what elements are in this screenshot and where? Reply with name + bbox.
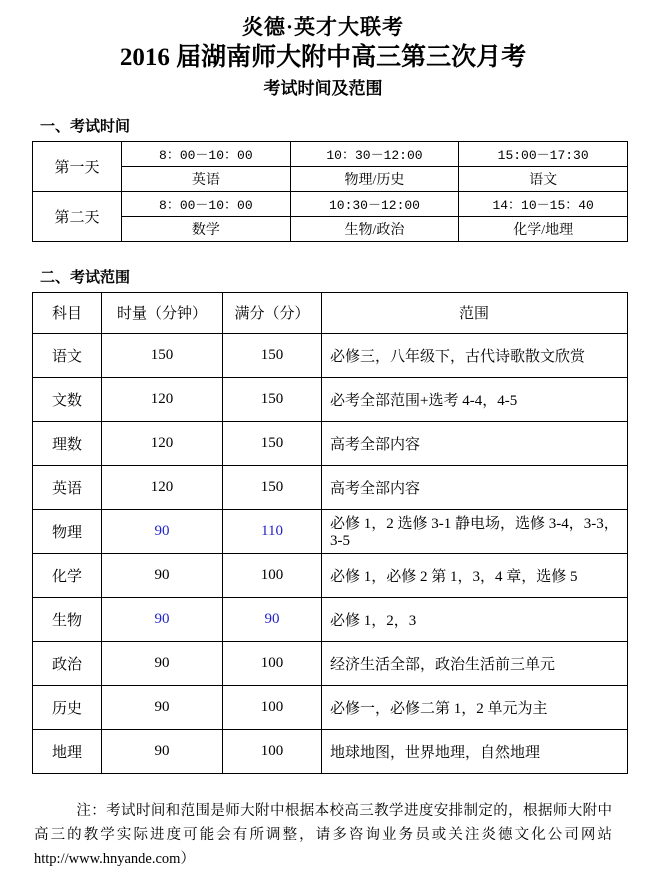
column-header-scope: 范围 — [322, 292, 628, 333]
day-label-1: 第一天 — [33, 141, 122, 191]
subject-cell: 生物/政治 — [290, 216, 459, 241]
cell-scope: 必修一，必修二第 1，2 单元为主 — [322, 685, 628, 729]
cell-duration: 90 — [102, 685, 223, 729]
table-header-row — [33, 292, 628, 333]
cell-subject: 语文 — [33, 333, 102, 377]
day-label-2: 第二天 — [33, 191, 122, 241]
subject-cell: 化学/地理 — [459, 216, 628, 241]
table-row — [33, 377, 628, 421]
cell-subject: 文数 — [33, 377, 102, 421]
table-row — [33, 333, 628, 377]
cell-score: 150 — [223, 377, 322, 421]
cell-score: 150 — [223, 421, 322, 465]
time-slot: 14：10－15：40 — [459, 191, 628, 216]
column-header-duration: 时量（分钟） — [102, 292, 223, 333]
cell-scope: 必修 1，必修 2 第 1，3，4 章，选修 5 — [322, 553, 628, 597]
time-slot: 10：30－12:00 — [290, 141, 459, 166]
cell-duration: 120 — [102, 421, 223, 465]
page-subtitle: 考试时间及范围 — [263, 78, 383, 98]
cell-score: 100 — [223, 685, 322, 729]
document-page — [0, 14, 646, 867]
cell-score: 90 — [223, 597, 322, 641]
cell-duration: 120 — [102, 465, 223, 509]
cell-subject: 地理 — [33, 729, 102, 773]
column-header-subject: 科目 — [33, 292, 102, 333]
exam-scope-table — [32, 292, 628, 774]
note-text: 注：考试时间和范围是师大附中根据本校高三教学进度安排制定的，根据师大附中高三的教学实际进度可能会有所调整，请多咨询业务员或关注炎德文化公司网站 http://www.hnyande.com） — [34, 802, 612, 867]
cell-duration: 150 — [102, 333, 223, 377]
cell-subject: 历史 — [33, 685, 102, 729]
page-title-org: 炎德·英才大联考 — [241, 15, 404, 39]
table-row — [33, 509, 628, 553]
table-row — [33, 685, 628, 729]
cell-score: 150 — [223, 465, 322, 509]
table-row — [33, 191, 628, 216]
column-header-score: 满分（分） — [223, 292, 322, 333]
table-row — [33, 166, 628, 191]
cell-score: 110 — [223, 509, 322, 553]
table-row — [33, 421, 628, 465]
cell-score: 150 — [223, 333, 322, 377]
table-row — [33, 597, 628, 641]
cell-scope: 必修 1，2 选修 3-1 静电场，选修 3-4，3-3，3-5 — [322, 509, 628, 553]
cell-scope: 地球地图，世界地理，自然地理 — [322, 729, 628, 773]
time-slot: 8：00－10：00 — [122, 141, 291, 166]
cell-subject: 政治 — [33, 641, 102, 685]
cell-score: 100 — [223, 641, 322, 685]
exam-time-table — [32, 141, 628, 242]
section-heading-exam-time: 一、考试时间 — [40, 118, 131, 135]
subject-cell: 语文 — [459, 166, 628, 191]
table-row — [33, 641, 628, 685]
cell-duration: 90 — [102, 641, 223, 685]
table-row — [33, 729, 628, 773]
table-row — [33, 553, 628, 597]
footer-note — [34, 800, 612, 871]
table-row — [33, 216, 628, 241]
cell-scope: 必修三，八年级下，古代诗歌散文欣赏 — [322, 333, 628, 377]
table-row — [33, 465, 628, 509]
cell-scope: 高考全部内容 — [322, 421, 628, 465]
cell-duration: 90 — [102, 597, 223, 641]
cell-subject: 理数 — [33, 421, 102, 465]
cell-duration: 90 — [102, 729, 223, 773]
cell-scope: 高考全部内容 — [322, 465, 628, 509]
cell-duration: 90 — [102, 509, 223, 553]
cell-scope: 必修 1，2，3 — [322, 597, 628, 641]
time-slot: 10:30－12:00 — [290, 191, 459, 216]
subject-cell: 数学 — [122, 216, 291, 241]
cell-scope: 必考全部范围+选考 4-4，4-5 — [322, 377, 628, 421]
cell-duration: 120 — [102, 377, 223, 421]
cell-subject: 生物 — [33, 597, 102, 641]
cell-score: 100 — [223, 553, 322, 597]
subject-cell: 英语 — [122, 166, 291, 191]
cell-score: 100 — [223, 729, 322, 773]
time-slot: 8：00－10：00 — [122, 191, 291, 216]
cell-scope: 经济生活全部，政治生活前三单元 — [322, 641, 628, 685]
section-heading-exam-scope: 二、考试范围 — [40, 269, 131, 286]
subject-cell: 物理/历史 — [290, 166, 459, 191]
cell-duration: 90 — [102, 553, 223, 597]
table-row — [33, 141, 628, 166]
page-title-main: 2016 届湖南师大附中高三第三次月考 — [119, 44, 527, 72]
cell-subject: 物理 — [33, 509, 102, 553]
time-slot: 15:00－17:30 — [459, 141, 628, 166]
cell-subject: 英语 — [33, 465, 102, 509]
cell-subject: 化学 — [33, 553, 102, 597]
